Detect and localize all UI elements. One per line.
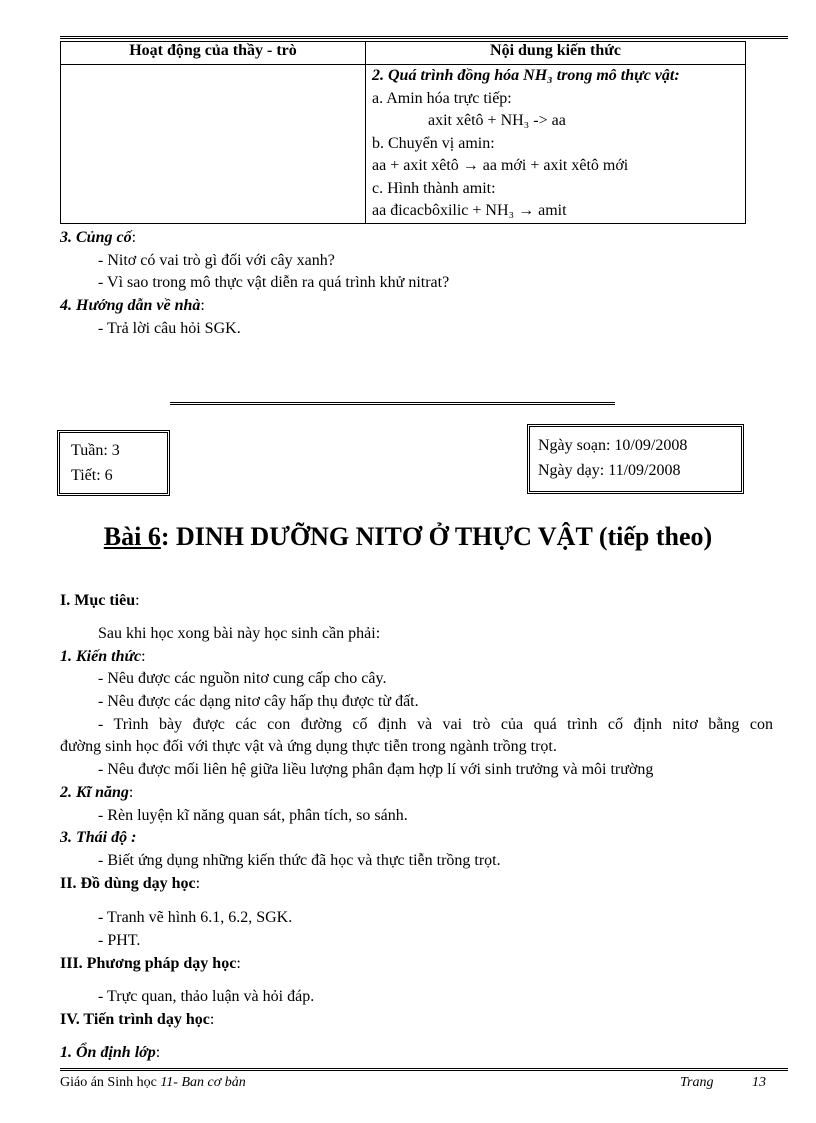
- homework-item: - Trả lời câu hỏi SGK.: [98, 320, 241, 337]
- consolidation-question: - Nitơ có vai trò gì đối với cây xanh?: [98, 252, 335, 269]
- footer-page-number: 13: [752, 1075, 766, 1090]
- footer-rule: [60, 1068, 788, 1071]
- content-line: axit xêtô + NH₃ -> aa: [428, 112, 566, 129]
- table-header-activities: Hoạt động của thầy - trò: [61, 42, 366, 65]
- skills-heading: 2. Kĩ năng:: [60, 784, 134, 801]
- content-heading: 2. Quá trình đồng hóa NH₃ trong mô thực vật:: [372, 67, 680, 84]
- top-rule: [60, 36, 788, 39]
- knowledge-item: - Nêu được mối liên hệ giữa liều lượng phân đạm hợp lí với sinh trưởng và môi trường: [98, 761, 654, 778]
- skills-item: - Rèn luyện kĩ năng quan sát, phân tích, so sánh.: [98, 807, 408, 824]
- lesson-title: Bài 6: DINH DƯỠNG NITƠ Ở THỰC VẬT (tiếp theo): [103, 522, 713, 551]
- objectives-heading: I. Mục tiêu:: [60, 592, 140, 609]
- table-header-content: Nội dung kiến thức: [366, 42, 746, 65]
- table-cell-empty: [61, 65, 366, 224]
- week-label: Tuần: 3: [71, 442, 120, 459]
- taught-date: Ngày dạy: 11/09/2008: [538, 462, 681, 479]
- content-line: a. Amin hóa trực tiếp:: [372, 89, 512, 107]
- prepared-date: Ngày soạn: 10/09/2008: [538, 437, 688, 454]
- process-heading: IV. Tiến trình dạy học:: [60, 1011, 215, 1028]
- footer-page-label: Trang: [680, 1075, 714, 1090]
- process-step: 1. Ổn định lớp:: [60, 1044, 161, 1061]
- knowledge-item: - Nêu được các dạng nitơ cây hấp thụ được từ đất.: [98, 693, 419, 710]
- week-box: [57, 430, 170, 496]
- knowledge-item: - Nêu được các nguồn nitơ cung cấp cho cây.: [98, 670, 387, 687]
- knowledge-item-continued: đường sinh học đối với thực vật và ứng dụng thực tiễn trong ngành trồng trọt.: [60, 738, 557, 755]
- methods-heading: III. Phương pháp dạy học:: [60, 955, 241, 972]
- knowledge-item: - Trình bày được các con đường cố định và vai trò của quá trình cố định nitơ bằng con: [98, 716, 773, 733]
- date-box: [527, 424, 744, 494]
- section-separator: [170, 402, 615, 405]
- consolidation-question: - Vì sao trong mô thực vật diễn ra quá trình khử nitrat?: [98, 274, 450, 291]
- materials-item: - PHT.: [98, 932, 141, 949]
- period-label: Tiết: 6: [71, 467, 113, 484]
- consolidation-heading: 3. Củng cố:: [60, 229, 137, 246]
- materials-item: - Tranh vẽ hình 6.1, 6.2, SGK.: [98, 909, 293, 926]
- content-line: aa đicacbôxilic + NH₃ → amit: [372, 202, 567, 219]
- table-cell-content: [366, 65, 746, 224]
- footer-left: Giáo án Sinh học 11- Ban cơ bản: [60, 1075, 246, 1090]
- activity-table: [60, 41, 746, 224]
- content-line: c. Hình thành amit:: [372, 179, 496, 197]
- attitude-heading: 3. Thái độ :: [60, 829, 137, 846]
- attitude-item: - Biết ứng dụng những kiến thức đã học và thực tiễn trồng trọt.: [98, 852, 501, 869]
- objectives-intro: Sau khi học xong bài này học sinh cần phải:: [98, 625, 381, 642]
- knowledge-heading: 1. Kiến thức:: [60, 648, 146, 665]
- content-line: b. Chuyển vị amin:: [372, 134, 495, 152]
- content-line: aa + axit xêtô → aa mới + axit xêtô mới: [372, 157, 629, 174]
- homework-heading: 4. Hướng dẫn về nhà:: [60, 297, 205, 314]
- methods-item: - Trực quan, thảo luận và hỏi đáp.: [98, 988, 315, 1005]
- materials-heading: II. Đồ dùng dạy học:: [60, 875, 201, 892]
